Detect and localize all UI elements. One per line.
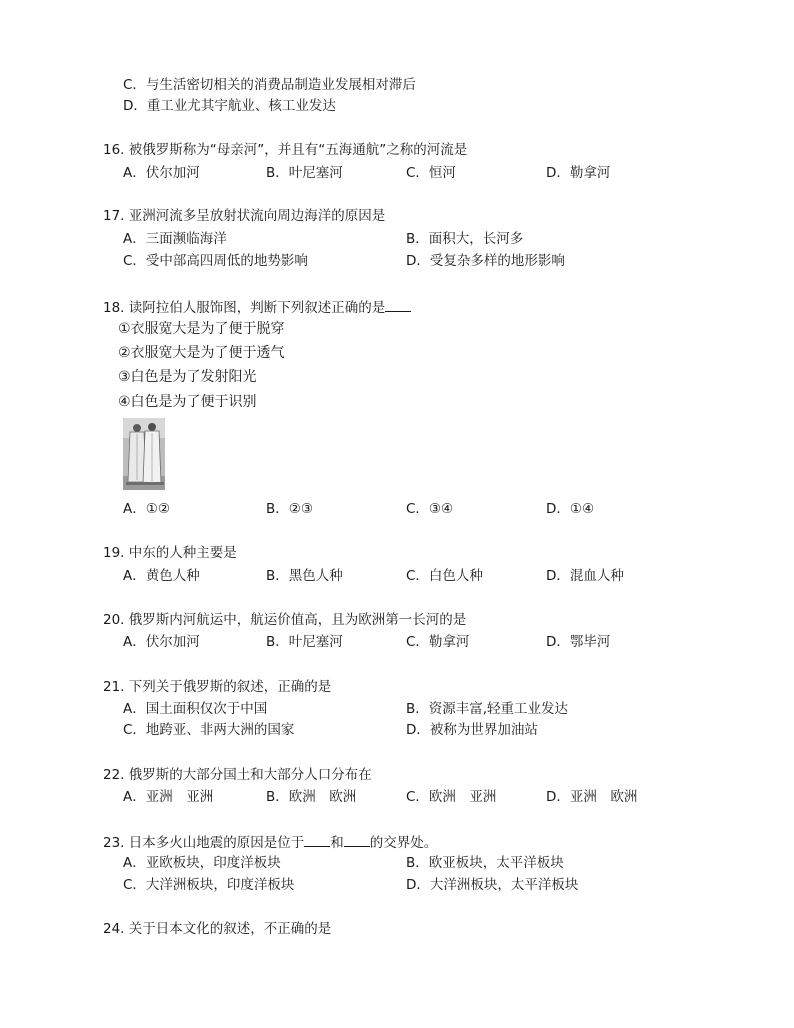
q21-option-c[interactable]: C．地跨亚、非两大洲的国家	[123, 722, 295, 738]
q16-option-b[interactable]: B．叶尼塞河	[266, 165, 343, 181]
q17-option-d[interactable]: D．受复杂多样的地形影响	[406, 253, 565, 269]
q21-stem: 21. 下列关于俄罗斯的叙述，正确的是	[103, 679, 332, 695]
answer-blank	[385, 297, 411, 312]
q18-statement-4: ④白色是为了便于识别	[118, 394, 257, 410]
q23-stem	[103, 832, 437, 852]
q16-option-a[interactable]: A．伏尔加河	[123, 165, 200, 181]
q18-option-a[interactable]: A．①②	[123, 501, 170, 517]
q19-option-b[interactable]: B．黑色人种	[266, 568, 343, 584]
q20-option-d[interactable]: D．鄂毕河	[546, 634, 611, 650]
q23-stem-part-a: 23. 日本多火山地震的原因是位于	[103, 835, 305, 851]
q24-stem: 24. 关于日本文化的叙述，不正确的是	[103, 921, 332, 937]
q18-option-d[interactable]: D．①④	[546, 501, 595, 517]
q18-option-c[interactable]: C．③④	[406, 501, 454, 517]
answer-blank	[344, 832, 370, 847]
q22-option-c[interactable]: C．欧洲 亚洲	[406, 789, 497, 805]
q19-option-c[interactable]: C．白色人种	[406, 568, 483, 584]
arab-clothing-image	[123, 418, 165, 490]
q23-option-a[interactable]: A．亚欧板块，印度洋板块	[123, 855, 281, 871]
q17-option-a[interactable]: A．三面濒临海洋	[123, 231, 227, 247]
q18-statement-2: ②衣服宽大是为了便于透气	[118, 345, 285, 361]
q17-stem: 17. 亚洲河流多呈放射状流向周边海洋的原因是	[103, 208, 386, 224]
q23-option-d[interactable]: D．大洋洲板块，太平洋板块	[406, 877, 579, 893]
q18-statement-3: ③白色是为了发射阳光	[118, 369, 257, 385]
q17-option-c[interactable]: C．受中部高四周低的地势影响	[123, 253, 308, 269]
q15-option-c: C．与生活密切相关的消费品制造业发展相对滞后	[123, 77, 416, 93]
q23-option-b[interactable]: B．欧亚板块，太平洋板块	[406, 855, 564, 871]
q23-stem-part-b: 和	[330, 835, 344, 851]
q16-option-d[interactable]: D．勒拿河	[546, 165, 611, 181]
q19-stem: 19. 中东的人种主要是	[103, 545, 237, 561]
q16-option-c[interactable]: C．恒河	[406, 165, 456, 181]
q19-option-d[interactable]: D．混血人种	[546, 568, 624, 584]
q17-option-b[interactable]: B．面积大，长河多	[406, 231, 524, 247]
q18-statement-1: ①衣服宽大是为了便于脱穿	[118, 321, 285, 337]
q20-option-c[interactable]: C．勒拿河	[406, 634, 470, 650]
q20-option-b[interactable]: B．叶尼塞河	[266, 634, 343, 650]
answer-blank	[304, 832, 330, 847]
q16-stem: 16. 被俄罗斯称为“母亲河”，并且有“五海通航”之称的河流是	[103, 142, 468, 158]
q18-stem	[103, 297, 411, 317]
q20-stem: 20. 俄罗斯内河航运中，航运价值高，且为欧洲第一长河的是	[103, 612, 467, 628]
q18-stem-text: 18. 读阿拉伯人服饰图，判断下列叙述正确的是	[103, 300, 386, 316]
q19-option-a[interactable]: A．黄色人种	[123, 568, 200, 584]
arab-clothing-photo	[123, 418, 165, 490]
q23-stem-part-c: 的交界处。	[369, 835, 438, 851]
q21-option-a[interactable]: A．国土面积仅次于中国	[123, 701, 268, 717]
q22-option-b[interactable]: B．欧洲 欧洲	[266, 789, 357, 805]
q22-stem: 22. 俄罗斯的大部分国土和大部分人口分布在	[103, 767, 372, 783]
q20-option-a[interactable]: A．伏尔加河	[123, 634, 200, 650]
q22-option-a[interactable]: A．亚洲 亚洲	[123, 789, 214, 805]
q22-option-d[interactable]: D．亚洲 欧洲	[546, 789, 638, 805]
q21-option-d[interactable]: D．被称为世界加油站	[406, 722, 538, 738]
q15-option-d: D．重工业尤其宇航业、核工业发达	[123, 98, 336, 114]
q21-option-b[interactable]: B．资源丰富,轻重工业发达	[406, 701, 569, 717]
q18-option-b[interactable]: B．②③	[266, 501, 313, 517]
q23-option-c[interactable]: C．大洋洲板块，印度洋板块	[123, 877, 295, 893]
